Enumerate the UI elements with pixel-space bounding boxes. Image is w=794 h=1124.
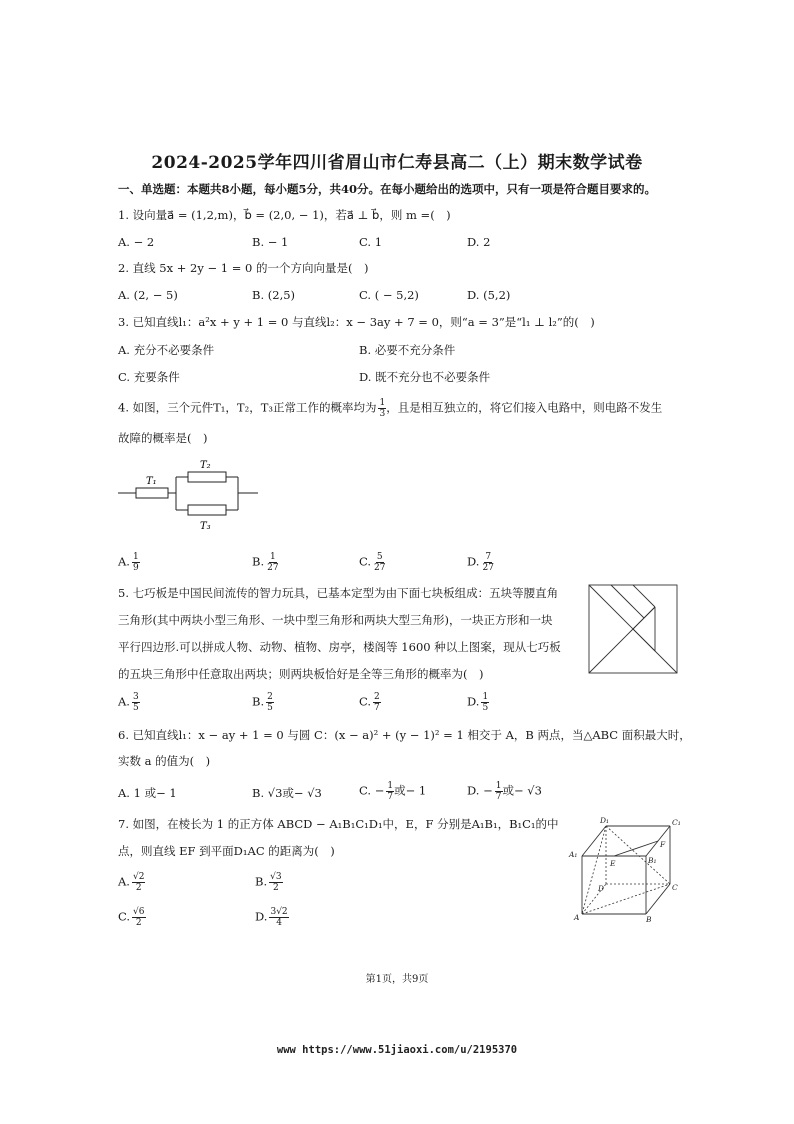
q6-d-den: 7 — [495, 792, 502, 802]
q6-c-prefix: C. − — [359, 783, 385, 798]
q7-c-frac — [132, 907, 145, 928]
q4-a-den: 9 — [132, 563, 139, 573]
q4-a-num: 1 — [132, 552, 139, 562]
cube-label-b: B — [646, 915, 652, 924]
q5-d-den: 5 — [482, 703, 489, 713]
q5-b-frac — [266, 692, 274, 713]
cube-label-a: A — [574, 913, 580, 922]
question-3: 3. 已知直线l₁：a²x + y + 1 = 0 与直线l₂：x − 3ay + 7 = 0，则“a = 3”是“l₁ ⊥ l₂”的( ) — [118, 315, 595, 329]
q5-d-num: 1 — [482, 692, 489, 702]
q5-d-prefix: D. — [467, 694, 480, 709]
page-title: 2024-2025学年四川省眉山市仁寿县高二（上）期末数学试卷 — [151, 153, 643, 173]
cube-label-b1: B₁ — [648, 856, 657, 865]
q5-c-prefix: C. — [359, 694, 372, 709]
cube-label-d1: D₁ — [600, 816, 610, 825]
q6-option-b: B. √3或− √3 — [252, 786, 322, 800]
q7-a-num: √2 — [132, 872, 145, 882]
q4-b-num: 1 — [269, 552, 276, 562]
q7-a-frac — [132, 872, 145, 893]
t3-label: T₃ — [200, 521, 211, 532]
q7-c-num: √6 — [133, 907, 145, 917]
question-4-line-1 — [118, 398, 662, 419]
q7-d-prefix: D. — [255, 909, 268, 924]
q4-b-den: 27 — [267, 563, 279, 573]
q4-option-d — [467, 552, 495, 573]
q6-c-num: 1 — [387, 781, 394, 791]
q5-option-d — [467, 692, 489, 713]
q6-c-den: 7 — [387, 792, 394, 802]
q7-b-prefix: B. — [255, 874, 268, 889]
q2-option-a: A. (2, − 5) — [118, 288, 178, 302]
q2-option-b: B. (2,5) — [252, 288, 296, 302]
q4-a-frac — [132, 552, 140, 573]
q7-c-den: 2 — [135, 918, 142, 928]
section-heading: 一、单选题：本题共8小题，每小题5分，共40分。在每小题给出的选项中，只有一项是符合题目要求的。 — [118, 182, 657, 196]
cube-label-e: E — [610, 859, 616, 868]
tangram-diagram — [588, 584, 678, 674]
cube-label-c1: C₁ — [672, 818, 681, 827]
q6-option-c — [359, 781, 426, 802]
q4-option-c — [359, 552, 387, 573]
q6-c-suffix: 或− 1 — [394, 783, 427, 798]
q3-option-c: C. 充要条件 — [118, 370, 180, 384]
q7-a-den: 2 — [135, 883, 142, 893]
t2-label: T₂ — [200, 460, 211, 471]
q5-option-b — [252, 692, 274, 713]
q6-d-frac — [495, 781, 503, 802]
q4-a-prefix: A. — [118, 554, 130, 569]
q4-c-den: 27 — [374, 563, 386, 573]
cube-label-f: F — [660, 840, 666, 849]
q7-option-d — [255, 907, 289, 928]
q7-d-frac — [269, 907, 288, 928]
question-7-line-1: 7. 如图，在棱长为 1 的正方体 ABCD − A₁B₁C₁D₁中，E，F 分别是A₁B₁，B₁C₁的中 — [118, 817, 559, 831]
q5-b-prefix: B. — [252, 694, 265, 709]
q7-b-num: √3 — [270, 872, 282, 882]
q1-option-a: A. − 2 — [118, 235, 155, 249]
q5-b-den: 5 — [267, 703, 273, 713]
q6-d-suffix: 或− √3 — [502, 783, 542, 798]
circuit-diagram — [118, 455, 263, 535]
q6-d-prefix: D. − — [467, 783, 493, 798]
question-5-line-3: 平行四边形.可以拼成人物、动物、植物、房亭，楼阁等 1600 种以上图案，现从七巧板 — [118, 640, 561, 654]
q4-c-num: 5 — [376, 552, 383, 562]
q7-d-num: 3√2 — [270, 907, 288, 917]
q4-frac-num: 1 — [379, 398, 386, 408]
q6-option-a: A. 1 或− 1 — [118, 786, 177, 800]
q4-text-b: ，且是相互独立的，将它们接入电路中，则电路不发生 — [386, 400, 663, 415]
q3-option-b: B. 必要不充分条件 — [359, 343, 456, 357]
cube-label-a1: A₁ — [569, 850, 578, 859]
q4-b-frac — [266, 552, 279, 573]
q5-option-a — [118, 692, 140, 713]
q1-option-b: B. − 1 — [252, 235, 289, 249]
question-4-line-2: 故障的概率是( ) — [118, 431, 208, 445]
q2-option-d: D. (5,2) — [467, 288, 511, 302]
q5-c-frac — [373, 692, 381, 713]
q7-b-frac — [269, 872, 282, 893]
question-2: 2. 直线 5x + 2y − 1 = 0 的一个方向向量是( ) — [118, 261, 369, 275]
q4-c-prefix: C. — [359, 554, 372, 569]
t1-label: T₁ — [146, 476, 157, 487]
q5-c-den: 7 — [374, 703, 380, 713]
q1-option-d: D. 2 — [467, 235, 491, 249]
q4-d-frac — [481, 552, 494, 573]
q4-text-a: 4. 如图，三个元件T₁，T₂，T₃正常工作的概率均为 — [118, 400, 377, 415]
q7-option-a — [118, 872, 145, 893]
q5-d-frac — [481, 692, 489, 713]
q3-option-d: D. 既不充分也不必要条件 — [359, 370, 491, 384]
q4-c-frac — [373, 552, 386, 573]
q7-b-den: 2 — [272, 883, 279, 893]
source-url[interactable]: www https://www.51jiaoxi.com/u/2195370 — [276, 1044, 518, 1056]
q4-b-prefix: B. — [252, 554, 265, 569]
q5-c-num: 2 — [374, 692, 380, 702]
page-footer: 第1页，共9页 — [365, 974, 429, 985]
q3-option-a: A. 充分不必要条件 — [118, 343, 215, 357]
q5-a-den: 5 — [132, 703, 139, 713]
q4-d-prefix: D. — [467, 554, 480, 569]
q5-a-prefix: A. — [118, 694, 130, 709]
question-6-line-1: 6. 已知直线l₁：x − ay + 1 = 0 与圆 C：(x − a)² + (y − 1)² = 1 相交于 A，B 两点，当△ABC 面积最大时， — [118, 728, 691, 742]
q6-d-num: 1 — [495, 781, 502, 791]
q5-a-num: 3 — [132, 692, 139, 702]
question-5-line-2: 三角形(其中两块小型三角形、一块中型三角形和两块大型三角形)，一块正方形和一块 — [118, 613, 553, 627]
q7-d-den: 4 — [276, 918, 282, 928]
cube-diagram — [566, 812, 686, 924]
q4-option-b — [252, 552, 280, 573]
q2-option-c: C. ( − 5,2) — [359, 288, 419, 302]
q6-option-d — [467, 781, 542, 802]
q4-option-a — [118, 552, 140, 573]
q7-option-b — [255, 872, 283, 893]
q4-d-den: 27 — [482, 563, 494, 573]
question-5-line-4: 的五块三角形中任意取出两块；则两块板恰好是全等三角形的概率为( ) — [118, 667, 484, 681]
q7-c-prefix: C. — [118, 909, 131, 924]
question-7-line-2: 点，则直线 EF 到平面D₁AC 的距离为( ) — [118, 844, 335, 858]
q7-a-prefix: A. — [118, 874, 130, 889]
question-5-line-1: 5. 七巧板是中国民间流传的智力玩具，已基本定型为由下面七块板组成：五块等腰直角 — [118, 586, 559, 600]
q1-option-c: C. 1 — [359, 235, 383, 249]
q4-frac-den: 3 — [379, 409, 386, 419]
q5-b-num: 2 — [267, 692, 273, 702]
q7-option-c — [118, 907, 146, 928]
cube-label-c: C — [672, 883, 678, 892]
cube-label-d: D — [598, 884, 605, 893]
question-6-line-2: 实数 a 的值为( ) — [118, 754, 211, 768]
q4-d-num: 7 — [485, 552, 492, 562]
q5-option-c — [359, 692, 381, 713]
q5-a-frac — [132, 692, 140, 713]
q6-c-frac — [386, 781, 394, 802]
question-1: 1. 设向量a⃗ = (1,2,m)，b⃗ = (2,0, − 1)，若a⃗ ⊥ b⃗，则 m =( ) — [118, 208, 451, 222]
